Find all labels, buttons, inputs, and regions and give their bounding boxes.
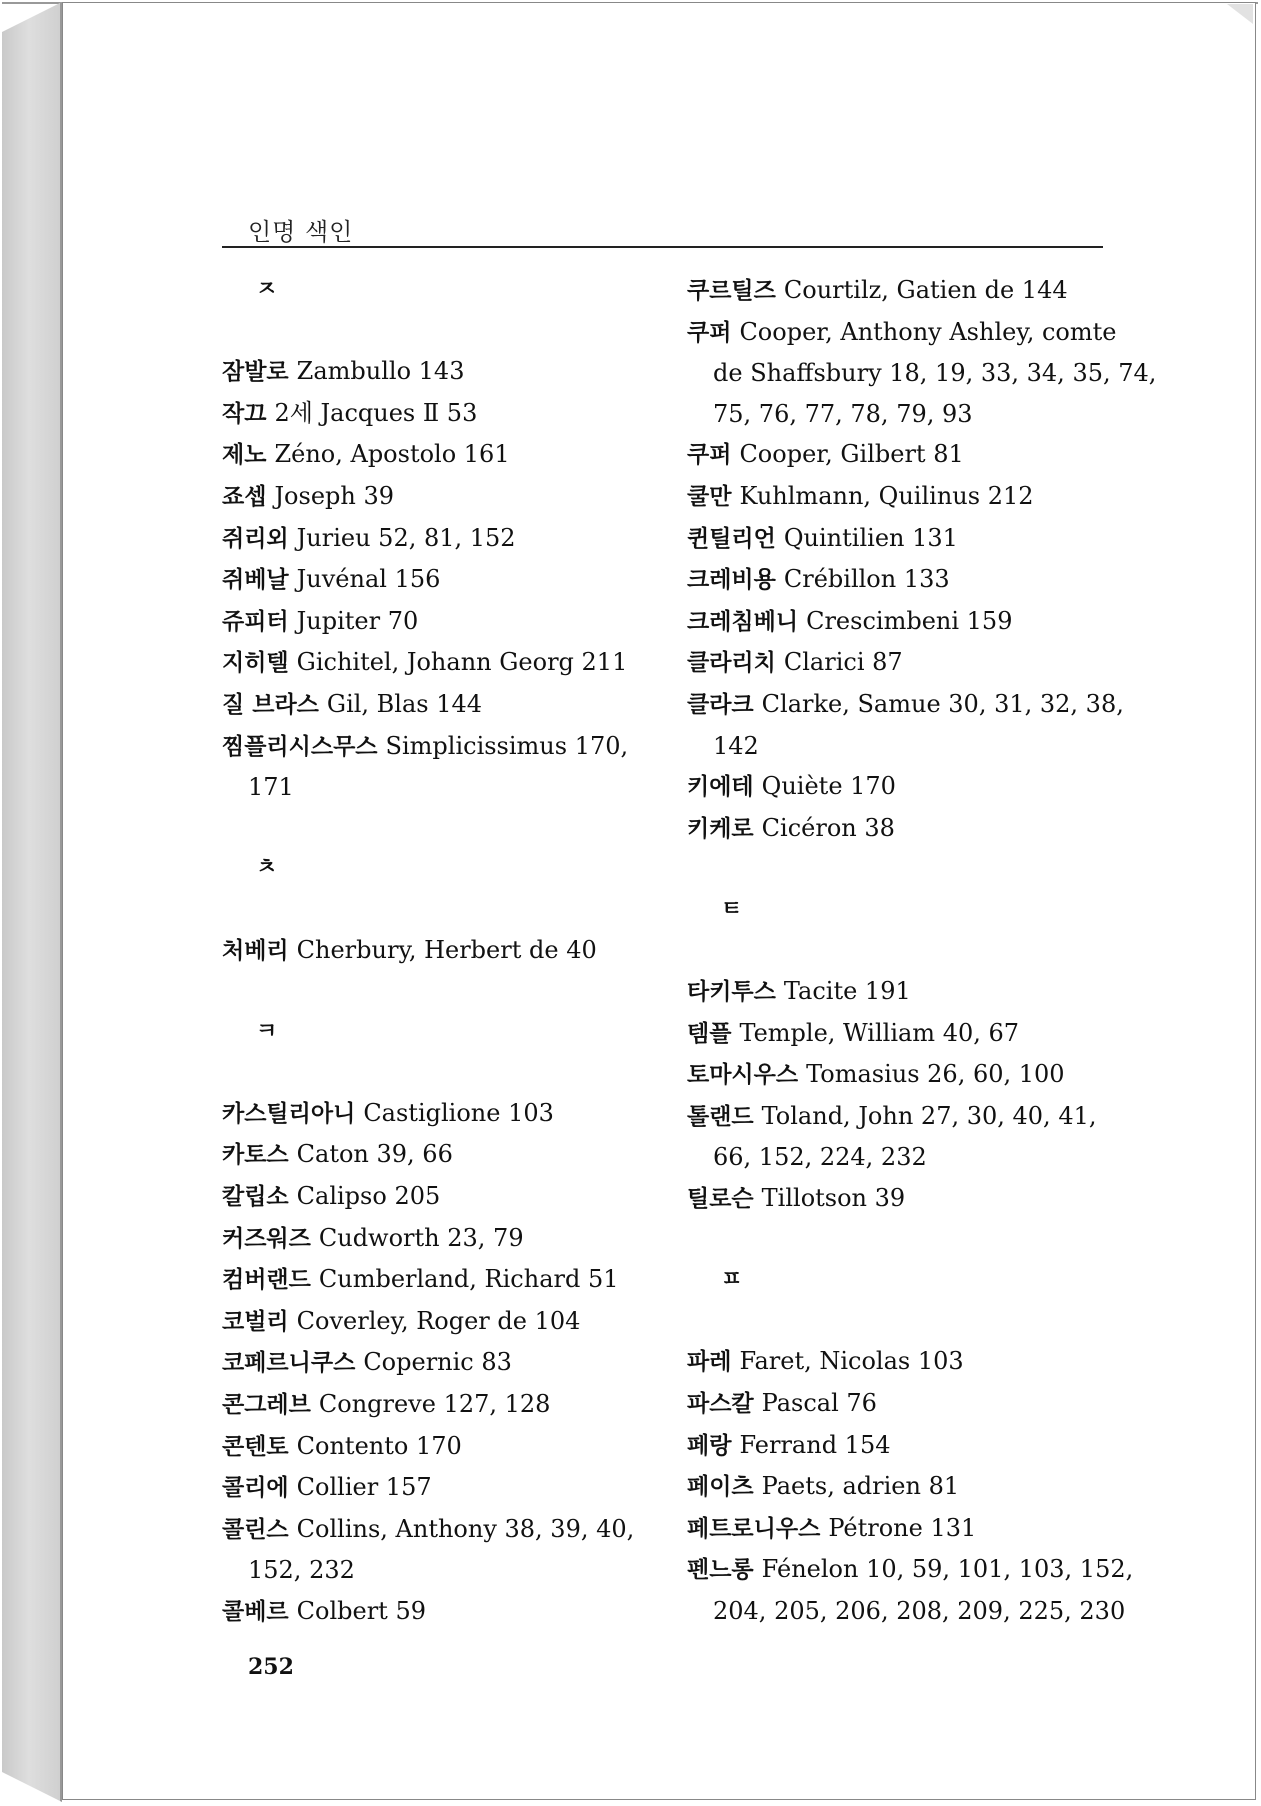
index-entry-line <box>222 1134 642 1176</box>
entry-korean-name: 클라크 <box>687 691 754 718</box>
entry-korean-name: 찜플리시스무스 <box>222 733 378 760</box>
index-entry-line <box>222 1591 642 1633</box>
index-entry-line <box>222 1176 642 1218</box>
entry-korean-name: 크레비용 <box>687 567 776 594</box>
index-entry-line <box>687 1341 1117 1383</box>
index-entry-line <box>222 1301 642 1343</box>
entry-korean-name: 코페르니쿠스 <box>222 1350 356 1377</box>
index-entry <box>222 642 642 684</box>
index-entry <box>687 1508 1117 1550</box>
entry-korean-name: 카스틸리아니 <box>222 1100 356 1127</box>
index-entry-line <box>687 1096 1117 1138</box>
entry-original-name-pages: Castiglione 103 <box>363 1098 554 1127</box>
index-entry <box>687 434 1117 476</box>
entry-original-name-pages: Toland, John 27, 30, 40, 41, <box>761 1101 1097 1130</box>
index-entry <box>687 1425 1117 1467</box>
index-entry <box>687 1013 1117 1055</box>
index-entry <box>687 601 1117 643</box>
entry-korean-name: 잠발로 <box>222 359 289 386</box>
index-column-left <box>222 270 642 1633</box>
index-entry <box>222 726 642 808</box>
index-entry <box>222 559 642 601</box>
entry-original-name-pages: Clarici 87 <box>783 648 903 677</box>
entry-original-name-pages: Cherbury, Herbert de 40 <box>296 935 597 964</box>
index-entry <box>222 1342 642 1384</box>
index-entry-line <box>687 518 1117 560</box>
index-entry <box>687 1341 1117 1383</box>
index-entry <box>687 476 1117 518</box>
index-entry <box>687 559 1117 601</box>
entry-korean-name: 죠셉 <box>222 483 267 510</box>
page-number: 252 <box>248 1654 294 1680</box>
index-entry-line <box>222 351 642 393</box>
entry-original-name-pages: Jurieu 52, 81, 152 <box>296 523 516 552</box>
section-gap <box>222 311 642 352</box>
entry-korean-name: 제노 <box>222 442 267 469</box>
index-entry-line <box>222 1342 642 1384</box>
index-entry-line <box>687 1508 1117 1550</box>
index-entry-line <box>687 1383 1117 1425</box>
index-entry-line <box>222 930 642 972</box>
index-entry <box>687 1549 1134 1631</box>
entry-original-name-pages: Gichitel, Johann Georg 211 <box>296 648 628 677</box>
entry-original-name-pages: Tillotson 39 <box>761 1184 906 1213</box>
index-entry-line <box>222 1384 642 1426</box>
index-entry <box>222 393 642 435</box>
section-letter: ㅊ <box>256 855 278 881</box>
book-spine-edge <box>2 2 62 1802</box>
entry-continuation-line: de Shaffsbury 18, 19, 33, 34, 35, 74, <box>713 359 1157 388</box>
index-entry <box>687 312 1157 435</box>
entry-original-name-pages: Juvénal 156 <box>296 565 441 594</box>
section-gap <box>222 889 642 930</box>
index-entry-line <box>687 642 1117 684</box>
entry-original-name-pages: Colbert 59 <box>296 1597 426 1625</box>
index-entry-line <box>687 808 1117 850</box>
entry-original-name-pages: Cooper, Gilbert 81 <box>739 440 964 469</box>
entry-korean-name: 코벌리 <box>222 1308 289 1335</box>
index-entry-line <box>222 434 642 476</box>
index-entry-line <box>222 726 642 768</box>
entry-original-name-pages: Temple, William 40, 67 <box>739 1018 1020 1047</box>
entry-original-name-pages: Kuhlmann, Quilinus 212 <box>739 481 1034 510</box>
index-entry <box>222 1218 642 1260</box>
entry-continuation-line: 75, 76, 77, 78, 79, 93 <box>713 399 973 428</box>
index-entry-line <box>687 684 1124 726</box>
entry-korean-name: 콜베르 <box>222 1599 289 1625</box>
entry-original-name-pages: Collins, Anthony 38, 39, 40, <box>296 1514 635 1543</box>
entry-korean-name: 타키투스 <box>687 979 776 1006</box>
index-entry-line <box>222 393 642 435</box>
entry-original-name-pages: Caton 39, 66 <box>296 1140 453 1169</box>
section-letter: ㅋ <box>256 1018 278 1044</box>
entry-continuation-line: 204, 205, 206, 208, 209, 225, 230 <box>713 1597 1126 1625</box>
index-entry-line <box>687 476 1117 518</box>
index-entry <box>687 1096 1117 1178</box>
index-entry <box>222 1384 642 1426</box>
entry-korean-name: 콘그레브 <box>222 1392 311 1419</box>
entry-original-name-pages: Joseph 39 <box>274 481 395 510</box>
index-entry-line <box>222 518 642 560</box>
index-entry <box>687 684 1124 766</box>
entry-original-name-pages: Cumberland, Richard 51 <box>318 1265 619 1294</box>
entry-korean-name: 콜린스 <box>222 1516 289 1543</box>
index-entry-line <box>687 312 1117 354</box>
index-entry-line <box>687 1178 1117 1220</box>
entry-korean-name: 카토스 <box>222 1142 289 1169</box>
index-entry-line <box>222 1509 642 1551</box>
index-entry-line <box>222 559 642 601</box>
entry-original-name-pages: Courtilz, Gatien de 144 <box>783 276 1068 304</box>
index-entry <box>687 270 1117 312</box>
entry-korean-name: 쿠퍼 <box>687 319 732 346</box>
entry-korean-name: 콘텐토 <box>222 1433 289 1460</box>
entry-original-name-pages: Tacite 191 <box>783 977 911 1006</box>
entry-korean-name: 쥐리외 <box>222 525 289 552</box>
index-entry <box>222 1467 642 1509</box>
index-entry-line <box>687 601 1117 643</box>
entry-continuation-line: 142 <box>713 731 759 760</box>
index-entry <box>222 434 642 476</box>
index-entry <box>222 476 642 518</box>
entry-korean-name: 파스칼 <box>687 1391 754 1418</box>
index-entry <box>687 766 1117 808</box>
entry-original-name-pages: Simplicissimus 170, <box>385 731 629 760</box>
index-entry <box>687 518 1117 560</box>
index-entry <box>687 642 1117 684</box>
entry-korean-name: 토마시우스 <box>687 1062 799 1089</box>
entry-original-name-pages: Copernic 83 <box>363 1348 512 1377</box>
entry-original-name-pages: Congreve 127, 128 <box>318 1390 551 1419</box>
index-entry-line <box>687 1466 1117 1508</box>
entry-original-name-pages: Contento 170 <box>296 1431 462 1460</box>
section-gap <box>687 931 1117 972</box>
index-entry-line <box>222 1259 642 1301</box>
entry-korean-name: 쿨만 <box>687 483 732 510</box>
entry-korean-name: 페랑 <box>687 1432 732 1459</box>
entry-korean-name: 쿠르틸즈 <box>687 278 776 304</box>
index-entry-line <box>222 684 642 726</box>
index-entry-line <box>687 1549 1134 1591</box>
entry-original-name-pages: Jupiter 70 <box>296 606 419 635</box>
index-entry <box>687 1466 1117 1508</box>
entry-original-name-pages: Paets, adrien 81 <box>761 1472 960 1501</box>
entry-original-name-pages: Gil, Blas 144 <box>326 689 483 718</box>
index-entry <box>687 971 1117 1013</box>
entry-korean-name: 쥐베날 <box>222 567 289 594</box>
entry-korean-name: 쥬피터 <box>222 608 289 635</box>
index-entry <box>687 1178 1117 1220</box>
entry-original-name-pages: Tomasius 26, 60, 100 <box>806 1060 1065 1089</box>
entry-original-name-pages: Fénelon 10, 59, 101, 103, 152, <box>761 1555 1134 1584</box>
entry-korean-name: 키케로 <box>687 815 754 842</box>
section-gap <box>222 971 642 1012</box>
section-letter: ㅌ <box>721 896 743 922</box>
index-entry <box>222 1259 642 1301</box>
entry-korean-name: 퀸틸리언 <box>687 525 776 552</box>
entry-original-name-pages: Zéno, Apostolo 161 <box>274 440 510 469</box>
index-entry-line <box>222 1218 642 1260</box>
entry-korean-name: 클라리치 <box>687 650 776 677</box>
entry-korean-name: 키에테 <box>687 774 754 801</box>
entry-korean-name: 페이츠 <box>687 1474 754 1501</box>
index-entry <box>222 1426 642 1468</box>
entry-korean-name: 페트로니우스 <box>687 1515 821 1542</box>
index-entry-line <box>222 642 642 684</box>
entry-korean-name: 컴버랜드 <box>222 1267 311 1294</box>
section-gap <box>687 1301 1117 1342</box>
index-entry-line <box>222 1426 642 1468</box>
index-entry <box>687 1054 1117 1096</box>
running-head: 인명 색인 <box>248 218 354 246</box>
entry-korean-name: 칼립소 <box>222 1184 289 1211</box>
entry-korean-name: 작끄 <box>222 400 267 427</box>
section-gap <box>222 1052 642 1093</box>
index-entry-line <box>222 476 642 518</box>
index-entry-line <box>687 1425 1117 1467</box>
index-entry <box>222 351 642 393</box>
entry-original-name-pages: Zambullo 143 <box>296 357 465 386</box>
index-entry <box>687 1383 1117 1425</box>
entry-korean-name: 콜리에 <box>222 1475 289 1502</box>
section-gap <box>687 1220 1117 1261</box>
entry-original-name-pages: Quiète 170 <box>761 772 896 801</box>
index-entry-line <box>687 1054 1117 1096</box>
entry-korean-name: 템플 <box>687 1020 732 1047</box>
entry-original-name-pages: Collier 157 <box>296 1473 432 1502</box>
entry-original-name-pages: Cooper, Anthony Ashley, comte <box>739 317 1117 346</box>
entry-original-name-pages: Crébillon 133 <box>783 565 950 594</box>
index-entry <box>222 1093 642 1135</box>
index-entry <box>222 1509 642 1591</box>
section-gap <box>687 849 1117 890</box>
index-entry <box>222 1301 642 1343</box>
index-entry-line <box>687 270 1117 312</box>
entry-original-name-pages: Crescimbeni 159 <box>806 606 1013 635</box>
entry-korean-name: 틸로슨 <box>687 1186 754 1213</box>
entry-original-name-pages: Pascal 76 <box>761 1389 877 1418</box>
section-gap <box>222 808 642 849</box>
entry-korean-name: 커즈워즈 <box>222 1225 311 1252</box>
index-entry-line <box>687 559 1117 601</box>
entry-original-name-pages: Pétrone 131 <box>828 1513 977 1542</box>
entry-korean-name: 톨랜드 <box>687 1103 754 1130</box>
entry-korean-name: 쿠퍼 <box>687 442 732 469</box>
index-entry <box>222 518 642 560</box>
entry-korean-name: 펜느롱 <box>687 1557 754 1584</box>
section-letter: ㅈ <box>256 277 278 302</box>
entry-continuation-line: 66, 152, 224, 232 <box>713 1143 927 1172</box>
index-entry <box>222 1591 642 1633</box>
index-entry-line <box>687 1013 1117 1055</box>
index-entry <box>222 930 642 972</box>
entry-korean-name: 크레침베니 <box>687 608 799 635</box>
entry-original-name-pages: Cicéron 38 <box>761 813 895 842</box>
section-letter: ㅍ <box>721 1267 743 1293</box>
index-entry-line <box>222 601 642 643</box>
header-rule <box>222 246 1103 248</box>
entry-korean-name: 처베리 <box>222 937 289 964</box>
entry-korean-name: 지히텔 <box>222 650 289 677</box>
index-entry <box>222 1176 642 1218</box>
index-entry-line <box>687 434 1117 476</box>
index-entry <box>222 684 642 726</box>
entry-original-name-pages: Calipso 205 <box>296 1182 441 1211</box>
index-entry <box>687 808 1117 850</box>
entry-korean-name: 질 브라스 <box>222 691 319 718</box>
entry-original-name-pages: 2세 Jacques Ⅱ 53 <box>274 398 478 427</box>
entry-continuation-line: 171 <box>248 773 294 802</box>
index-column-right <box>687 270 1157 1632</box>
entry-korean-name: 파레 <box>687 1349 732 1376</box>
index-entry-line <box>687 766 1117 808</box>
index-entry <box>222 1134 642 1176</box>
index-entry-line <box>687 971 1117 1013</box>
entry-original-name-pages: Coverley, Roger de 104 <box>296 1306 581 1335</box>
entry-original-name-pages: Ferrand 154 <box>739 1430 891 1459</box>
entry-original-name-pages: Cudworth 23, 79 <box>318 1223 524 1252</box>
index-entry-line <box>222 1467 642 1509</box>
entry-original-name-pages: Quintilien 131 <box>783 523 958 552</box>
entry-original-name-pages: Clarke, Samue 30, 31, 32, 38, <box>761 689 1124 718</box>
entry-original-name-pages: Faret, Nicolas 103 <box>739 1347 964 1376</box>
index-entry-line <box>222 1093 642 1135</box>
index-entry <box>222 601 642 643</box>
entry-continuation-line: 152, 232 <box>248 1556 355 1585</box>
